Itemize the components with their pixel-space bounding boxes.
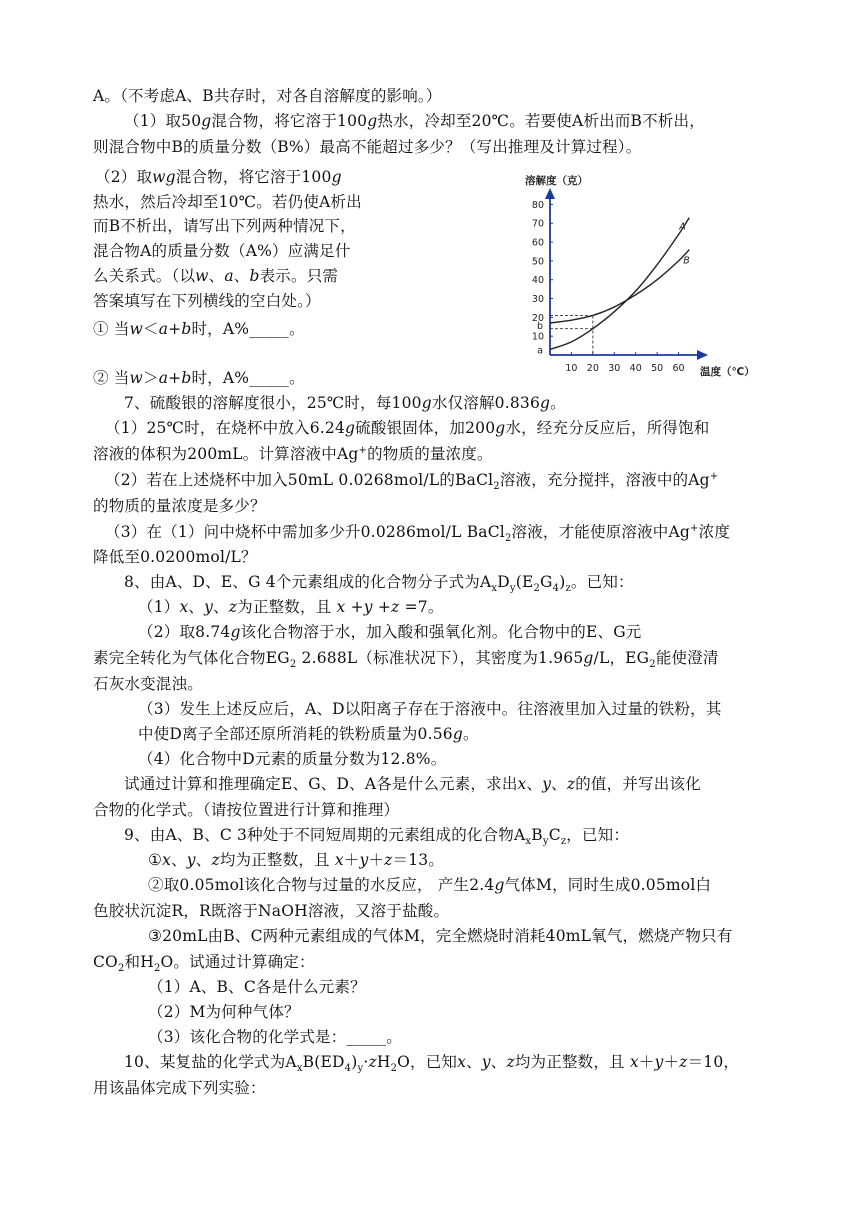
- y-tick-label-80: 80: [531, 199, 544, 211]
- chart-axes: [545, 188, 708, 360]
- text-line-16: 的物质的量浓度是多少？: [93, 497, 266, 515]
- text-line-19: 8、由A、D、E、G 4个元素组成的化合物分子式为$A_xD_y(E_2G_4)_z$。已知：: [124, 573, 634, 595]
- text-line-39: 用该晶体完成下列实验：: [93, 1079, 266, 1097]
- text-line-33: ③20mL由B、C两种元素组成的气体M，完全燃烧时消耗40mL氧气，燃烧产物只有: [148, 927, 733, 945]
- text-line-24: （3）发生上述反应后，A、D以阳离子存在于溶液中。往溶液里加入过量的铁粉，其: [138, 700, 722, 718]
- text-line-29: 9、由A、B、C 3种处于不同短周期的元素组成的化合物$A_xB_yC_z$，已知：: [124, 826, 630, 848]
- x-tick-label-20: 20: [586, 363, 599, 374]
- x-tick-label-30: 30: [608, 363, 621, 374]
- text-line-18: 降低至0.0200mol/L？: [93, 548, 257, 566]
- y-tick-label-30: 30: [531, 294, 544, 306]
- x-tick-label-60: 60: [672, 363, 685, 374]
- text-line-9: 答案填写在下列横线的空白处。）: [93, 292, 321, 310]
- text-line-13: （1）25℃时，在烧杯中放入6.24g硫酸银固体，加200g水，经充分反应后，所得饱和: [105, 419, 710, 437]
- text-line-34: $CO_2$和$H_2O$。试通过计算确定：: [93, 953, 315, 975]
- text-line-20: （1）x、y、z为正整数，且 x +y +z =7。: [138, 598, 444, 616]
- text-line-17: （3）在（1）问中烧杯中需加多少升0.0286mol/L BaCl$_2$溶液，才能使原溶液中Ag+浓度: [105, 522, 731, 545]
- text-line-11: ② 当w＞a+b时，A%_____。: [93, 369, 305, 387]
- text-line-38: 10、某复盐的化学式为$A_xB(ED_4)_y\cdot zH_2O$，已知x、y、z均为正整数，且 x＋y＋z＝10，: [124, 1053, 740, 1075]
- x-axis-label: 温度（℃）: [700, 366, 755, 378]
- text-line-8: 么关系式。（以w、a、b表示。只需: [93, 267, 339, 285]
- text-line-15: （2）若在上述烧杯中加入50mL 0.0268mol/L的BaCl$_2$溶液，充分搅拌，溶液中的Ag+: [105, 470, 719, 493]
- text-line-12: 7、硫酸银的溶解度很小，25℃时，每100g水仅溶解0.836g。: [124, 394, 566, 412]
- text-line-10: ① 当w＜a+b时，A%_____。: [93, 320, 305, 338]
- y-tick-label-60: 60: [531, 237, 544, 249]
- text-line-6: 而B不析出，请写出下列两种情况下，: [93, 217, 356, 235]
- text-line-32: 色胶状沉淀R，R既溶于NaOH溶液，又溶于盐酸。: [93, 902, 450, 920]
- x-tick-label-10: 10: [565, 363, 578, 374]
- solubility-chart: [515, 170, 775, 385]
- text-line-3: 则混合物中B的质量分数（B%）最高不能超过多少？（写出推理及计算过程）。: [93, 138, 642, 156]
- y-axis-arrow: [545, 188, 555, 199]
- x-tick-label-50: 50: [651, 363, 664, 374]
- curve-B: [550, 250, 689, 323]
- text-line-37: （3）该化合物的化学式是：_____。: [148, 1028, 402, 1046]
- y-tick-label-50: 50: [531, 256, 544, 268]
- text-line-27: 试通过计算和推理确定E、G、D、A各是什么元素，求出x、y、z的值，并写出该化: [124, 775, 701, 793]
- y-tick-label-70: 70: [531, 218, 544, 230]
- text-line-30: ①x、y、z均为正整数，且 x＋y＋z＝13。: [148, 851, 445, 869]
- y-axis-label: 溶解度（克）: [525, 175, 588, 187]
- series-label-B: B: [683, 255, 690, 267]
- marker-a: a: [537, 345, 543, 357]
- text-line-21: （2）取8.74g该化合物溶于水，加入酸和强氧化剂。化合物中的E、G元: [138, 623, 642, 641]
- text-line-31: ②取0.05mol该化合物与过量的水反应， 产生2.4g气体M，同时生成0.05mol白: [148, 876, 712, 894]
- text-line-25: 中使D离子全部还原所消耗的铁粉质量为0.56g。: [138, 725, 479, 743]
- y-tick-label-10: 10: [531, 331, 544, 343]
- y-tick-label-20: 20: [531, 312, 544, 324]
- text-line-22: 素完全转化为气体化合物$EG_2$ 2.688L（标准状况下），其密度为1.965g/L，$EG_2$能使澄清: [93, 649, 719, 671]
- text-line-4: （2）取wg混合物，将它溶于100g: [95, 168, 342, 186]
- text-line-5: 热水，然后冷却至10℃。若仍使A析出: [93, 193, 362, 211]
- text-line-1: A。（不考虑A、B共存时，对各自溶解度的影响。）: [93, 87, 442, 105]
- text-line-35: （1）A、B、C各是什么元素？: [148, 978, 366, 996]
- curve-A: [550, 218, 689, 350]
- text-line-23: 石灰水变混浊。: [93, 675, 203, 693]
- x-axis-arrow: [697, 350, 708, 360]
- text-line-28: 合物的化学式。（请按位置进行计算和推理）: [93, 801, 400, 819]
- text-line-14: 溶液的体积为200mL。计算溶液中Ag+的物质的量浓度。: [93, 444, 493, 463]
- text-line-7: 混合物A的质量分数（A%）应满足什: [93, 242, 351, 260]
- marker-b: b: [536, 320, 543, 332]
- text-line-26: （4）化合物中D元素的质量分数为12.8%。: [138, 750, 447, 768]
- y-tick-label-40: 40: [531, 275, 544, 287]
- x-tick-label-40: 40: [629, 363, 642, 374]
- text-line-2: （1）取50g混合物，将它溶于100g热水，冷却至20℃。若要使A析出而B不析出，: [124, 112, 705, 130]
- series-label-A: A: [679, 221, 686, 233]
- text-line-36: （2）M为何种气体？: [148, 1003, 300, 1021]
